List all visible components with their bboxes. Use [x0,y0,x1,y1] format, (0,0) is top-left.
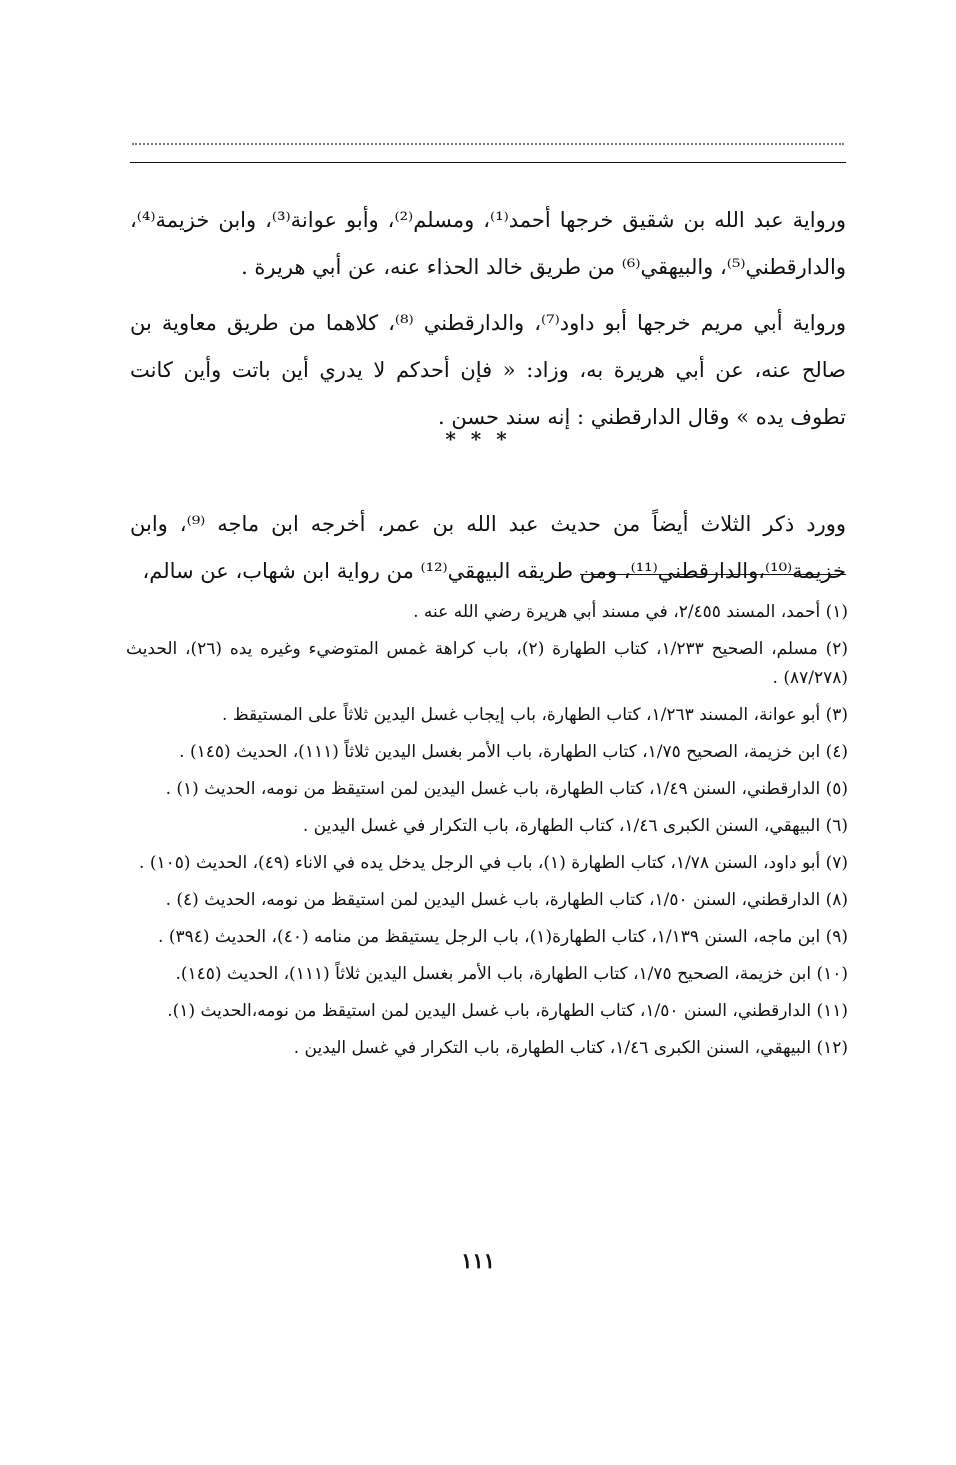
footnote-4: (٤) ابن خزيمة، الصحيح ١/٧٥، كتاب الطهارة، باب الأمر بغسل اليدين ثلاثاً (١١١)، الحديث (١٤٥) . [179,742,848,762]
paragraph-ibn-umar: وورد ذكر الثلاث أيضاً من حديث عبد الله بن عمر، أخرجه ابن ماجه ⁽⁹⁾، وابن خزيمة⁽¹⁰⁾،والدارقطني⁽¹¹⁾، ومن طريقه البيهقي⁽¹²⁾ من رواية ابن شهاب، عن سالم، [130,512,847,583]
footnote-2: (٢) مسلم، الصحيح ١/٢٣٣، كتاب الطهارة (٢)، باب كراهة غمس المتوضيء وغيره يده (٢٦)، الحديث (٨٧/٢٧٨) . [126,639,848,688]
footnote-12: (١٢) البيهقي، السنن الكبرى ١/٤٦، كتاب الطهارة، باب التكرار في غسل اليدين . [293,1038,848,1058]
footnote-3: (٣) أبو عوانة، المسند ١/٢٦٣، كتاب الطهارة، باب إيجاب غسل اليدين ثلاثاً على المستيقظ . [222,705,848,725]
header-rule [130,162,846,163]
footnote-rule [580,574,846,575]
paragraph-abdullah-bin-shaqiq: ورواية عبد الله بن شقيق خرجها أحمد⁽¹⁾، ومسلم⁽²⁾، وأبو عوانة⁽³⁾، وابن خزيمة⁽⁴⁾، والدارقطني⁽⁵⁾، والبيهقي⁽⁶⁾ من طريق خالد الحذاء عنه، عن أبي هريرة . [130,208,846,279]
footnote-8: (٨) الدارقطني، السنن ١/٥٠، كتاب الطهارة، باب غسل اليدين لمن استيقظ من نومه، الحديث (٤) . [165,890,848,910]
footnote-11: (١١) الدارقطني، السنن ١/٥٠، كتاب الطهارة، باب غسل اليدين لمن استيقظ من نومه،الحديث (١). [167,1001,848,1021]
page-number: ١١١ [461,1248,495,1273]
footnote-9: (٩) ابن ماجه، السنن ١/١٣٩، كتاب الطهارة(١)، باب الرجل يستيقظ من منامه (٤٠)، الحديث (٣٩٤) . [158,927,848,947]
footnote-5: (٥) الدارقطني، السنن ١/٤٩، كتاب الطهارة، باب غسل اليدين لمن استيقظ من نومه، الحديث (١) . [165,779,848,799]
footnote-7: (٧) أبو داود، السنن ١/٧٨، كتاب الطهارة (١)، باب في الرجل يدخل يده في الاناء (٤٩)، الحديث (١٠٥) . [139,853,848,873]
footnotes [126,598,848,1071]
section-separator: * * * [445,427,511,451]
footnote-6: (٦) البيهقي، السنن الكبرى ١/٤٦، كتاب الطهارة، باب التكرار في غسل اليدين . [302,816,848,836]
footnote-1: (١) أحمد، المسند ٢/٤٥٥، في مسند أبي هريرة رضي الله عنه . [413,602,848,622]
dotted-header-rule [132,143,844,145]
paragraph-abi-maryam: ورواية أبي مريم خرجها أبو داود⁽⁷⁾، والدارقطني ⁽⁸⁾، كلاهما من طريق معاوية بن صالح عنه، عن أبي هريرة به، وزاد: « فإن أحدكم لا يدري أين باتت وأين كانت تطوف يده » وقال الدارقطني : إنه سند حسن . [130,311,847,429]
footnote-10: (١٠) ابن خزيمة، الصحيح ١/٧٥، كتاب الطهارة، باب الأمر بغسل اليدين ثلاثاً (١١١)، الحديث (١٤٥). [175,964,848,984]
